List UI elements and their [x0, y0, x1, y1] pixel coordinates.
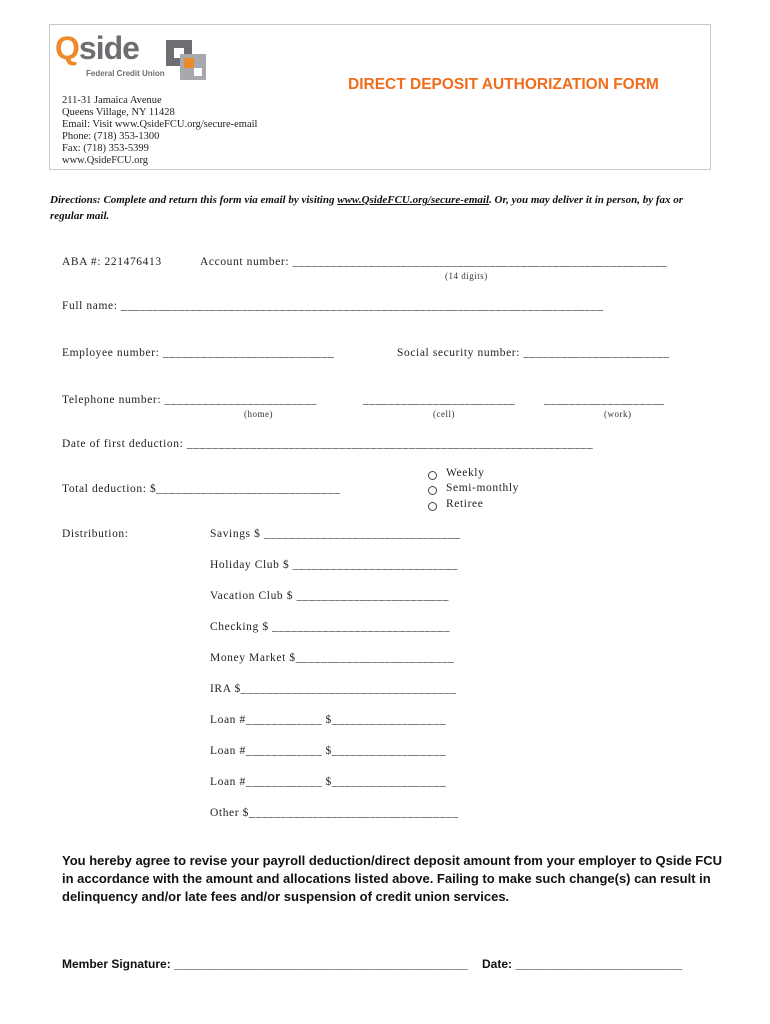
address-city: Queens Village, NY 11428 [62, 107, 175, 118]
ira-field[interactable]: IRA $__________________________________ [210, 683, 457, 695]
full-name-field[interactable]: Full name: ____________________________________________________________________________ [62, 300, 604, 312]
distribution-label: Distribution: [62, 528, 129, 540]
address-phone: Phone: (718) 353-1300 [62, 131, 160, 142]
other-field[interactable]: Other $_________________________________ [210, 807, 459, 819]
retiree-label: Retiree [446, 498, 484, 510]
telephone-home-field[interactable]: Telephone number: ________________________ [62, 394, 318, 406]
semi-monthly-radio[interactable] [428, 486, 437, 495]
telephone-cell-field[interactable]: ________________________ [363, 394, 516, 406]
checking-field[interactable]: Checking $ ____________________________ [210, 621, 450, 633]
directions-suffix: . Or, you may deliver it in person, by fax or regular mail. [50, 194, 684, 222]
telephone-work-field[interactable]: ___________________ [544, 394, 665, 406]
telephone-home-note: (home) [244, 409, 273, 419]
aba-number: ABA #: 221476413 [62, 256, 162, 268]
account-number-field[interactable]: Account number: ___________________________________________________________ [200, 256, 668, 268]
logo-q: Q [55, 30, 79, 66]
weekly-label: Weekly [446, 467, 485, 479]
logo-square-icon [166, 40, 206, 80]
retiree-radio[interactable] [428, 502, 437, 511]
weekly-radio[interactable] [428, 471, 437, 480]
address-street: 211-31 Jamaica Avenue [62, 95, 162, 106]
signature-date-field[interactable]: Date: _________________________ [482, 957, 683, 971]
form-title: DIRECT DEPOSIT AUTHORIZATION FORM [348, 76, 659, 93]
directions [50, 192, 715, 224]
ssn-field[interactable]: Social security number: _______________________ [397, 347, 670, 359]
semi-monthly-label: Semi-monthly [446, 482, 520, 494]
secure-email-link[interactable]: www.QsideFCU.org/secure-email [337, 194, 489, 206]
member-signature-field[interactable]: Member Signature: ____________________________________________ [62, 957, 468, 971]
loan-field-3[interactable]: Loan #____________ $__________________ [210, 776, 447, 788]
loan-field-1[interactable]: Loan #____________ $__________________ [210, 714, 447, 726]
telephone-cell-note: (cell) [433, 409, 455, 419]
address-fax: Fax: (718) 353-5399 [62, 143, 149, 154]
money-market-field[interactable]: Money Market $_________________________ [210, 652, 455, 664]
savings-field[interactable]: Savings $ _______________________________ [210, 528, 461, 540]
logo-wordmark [55, 30, 139, 67]
loan-field-2[interactable]: Loan #____________ $__________________ [210, 745, 447, 757]
first-deduction-date-field[interactable]: Date of first deduction: ________________________________________________________________ [62, 438, 594, 450]
holiday-club-field[interactable]: Holiday Club $ __________________________ [210, 559, 458, 571]
address-email: Email: Visit www.QsideFCU.org/secure-email [62, 119, 258, 130]
logo-subtitle: Federal Credit Union [86, 69, 165, 78]
employee-number-field[interactable]: Employee number: ___________________________ [62, 347, 335, 359]
logo-side: side [78, 30, 139, 66]
telephone-work-note: (work) [604, 409, 632, 419]
account-number-note: (14 digits) [445, 271, 488, 281]
vacation-club-field[interactable]: Vacation Club $ ________________________ [210, 590, 449, 602]
agreement-text: You hereby agree to revise your payroll deduction/direct deposit amount from your employer to Qside FCU in accordance with the amount and allocations listed above. Failing to make such change(s) can result in delinquency and/or late fees and/or suspension of credit union services. [62, 853, 722, 904]
total-deduction-field[interactable]: Total deduction: $_____________________________ [62, 483, 341, 495]
directions-prefix: Directions: Complete and return this form via email by visiting [50, 194, 338, 206]
address-website: www.QsideFCU.org [62, 155, 149, 166]
